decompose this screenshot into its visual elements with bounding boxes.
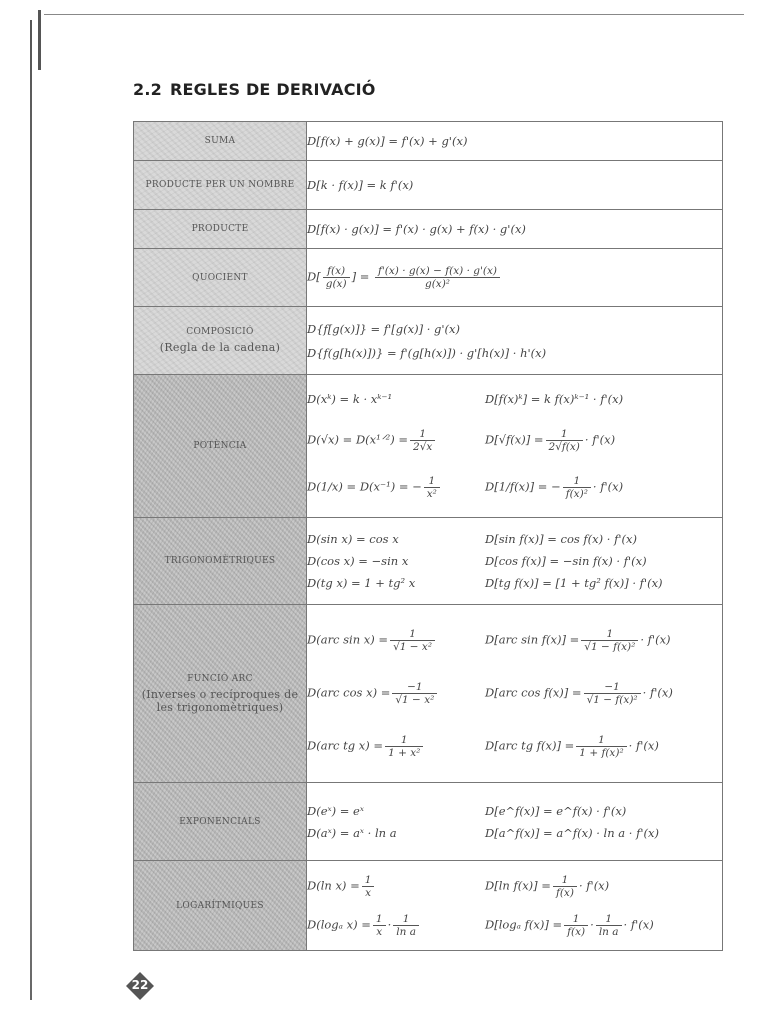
scan-top-line [44, 14, 744, 15]
rule-formula: D(eˣ) = eˣ D(aˣ) = aˣ · ln a D[e^f(x)] = e^f(x) · f'(x) D[a^f(x)] = a^f(x) · ln a · f'(x) [307, 783, 723, 861]
rule-label: SUMA [134, 122, 307, 161]
rule-formula: D(sin x) = cos x D(cos x) = −sin x D(tg x) = 1 + tg² x D[sin f(x)] = cos f(x) · f'(x) D[cos f(x)] = −sin f(x) · f'(x) D[tg f(x)] = [1 + tg² f(x)] · f'(x) [307, 518, 723, 605]
rule-row-producte-nombre [134, 161, 723, 210]
rule-formula: D[k · f(x)] = k f'(x) [307, 161, 723, 210]
section-heading [133, 80, 376, 99]
page-number-badge [121, 972, 159, 1002]
rule-label: LOGARÍTMIQUES [134, 861, 307, 951]
fraction: $\frac{1}{\text{√1 − x²}}$ [390, 628, 435, 653]
rule-row-logaritmiques [134, 861, 723, 951]
fraction: $\frac{1}{\text{x²}}$ [424, 475, 440, 500]
rule-formula: D[f(x) + g(x)] = f'(x) + g'(x) [307, 122, 723, 161]
fraction: $\frac{1}{\text{ln a}}$ [393, 913, 419, 938]
rule-label: POTÈNCIA [134, 375, 307, 518]
section-title: REGLES DE DERIVACIÓ [169, 80, 376, 99]
rule-formula: D[ $\frac{f(x)}{g(x)}$ ] = $\frac{f'(x) \cdot g(x) - f(x) \cdot g'(x)}{\text{g(x)²}}$ [307, 249, 723, 307]
rule-formula: D(xᵏ) = k · xᵏ⁻¹ D(√x) = D(x¹ᐟ²) = $\frac{1}{2√x}$ D(1/x) = D(x⁻¹) = − $\frac{1}{\text{x²}}$ D[f(x)ᵏ] = k f(x)ᵏ⁻¹ · f'(x) D[√f(x)] = $\frac{1}{2√f(x)}$ · f'(x) D[1/f(x)] = − $\frac{1}{\text{f(x)²}}$ · f'(x) [307, 375, 723, 518]
rule-label: TRIGONOMÈTRIQUES [134, 518, 307, 605]
fraction: $\frac{1}{\text{√1 − f(x)²}}$ [581, 628, 638, 653]
rule-row-producte [134, 210, 723, 249]
rule-row-exponencials [134, 783, 723, 861]
fraction: $\frac{1}{\text{ln a}}$ [596, 913, 622, 938]
rule-row-suma [134, 122, 723, 161]
rule-label: FUNCIÓ ARC (Inverses o recíproques de les trigonomètriques) [134, 605, 307, 783]
fraction: $\frac{1}{f(x)}$ [564, 913, 588, 938]
rule-row-trigonometriques [134, 518, 723, 605]
section-number: 2.2 [133, 80, 162, 99]
rule-label: QUOCIENT [134, 249, 307, 307]
rule-formula: D(ln x) = $\frac{1}{x}$ D(logₐ x) = $\frac{1}{x}$ · $\frac{1}{\text{ln a}}$ D[ln f(x)] = $\frac{1}{f(x)}$ · f'(x) D[logₐ f(x)] = $\frac{1}{f(x)}$ · $\frac{1}{\text{ln a}}$ · f'(x) [307, 861, 723, 951]
derivation-rules-table [133, 121, 723, 951]
fraction: $\frac{1}{2√f(x)}$ [546, 428, 583, 453]
rule-label: PRODUCTE PER UN NOMBRE [134, 161, 307, 210]
scan-edge-shadow [30, 20, 32, 1000]
fraction: $\frac{1}{\text{f(x)²}}$ [563, 475, 591, 500]
rule-label: PRODUCTE [134, 210, 307, 249]
rule-row-quocient [134, 249, 723, 307]
rule-row-funcio-arc [134, 605, 723, 783]
rule-row-potencia [134, 375, 723, 518]
fraction: $\frac{-1}{\text{√1 − x²}}$ [392, 681, 437, 706]
fraction: $\frac{-1}{\text{√1 − f(x)²}}$ [584, 681, 641, 706]
rule-formula: D(arc sin x) = $\frac{1}{\text{√1 − x²}}$ D(arc cos x) = $\frac{-1}{\text{√1 − x²}}$ D(arc tg x) = $\frac{1}{\text{1 + x²}}$ D[arc sin f(x)] = $\frac{1}{\text{√1 − f(x)²}}$ · f'(x) D[arc cos f(x)] = $\frac{-1}{\text{√1 − f(x)²}}$ · f'(x) D[arc tg f(x)] = $\frac{1}{\text{1 + f(x)²}}$ · f'(x) [307, 605, 723, 783]
fraction: $\frac{1}{f(x)}$ [553, 874, 577, 899]
fraction: $\frac{f(x)}{g(x)}$ [323, 265, 350, 290]
rule-formula: D{f[g(x)]} = f'[g(x)] · g'(x) D{f(g[h(x)])} = f'(g[h(x)]) · g'[h(x)] · h'(x) [307, 307, 723, 375]
rule-label: EXPONENCIALS [134, 783, 307, 861]
rule-row-composicio [134, 307, 723, 375]
fraction: $\frac{1}{x}$ [362, 874, 375, 899]
rule-label: COMPOSICIÓ (Regla de la cadena) [134, 307, 307, 375]
scan-margin-mark [38, 10, 41, 70]
fraction: $\frac{1}{\text{1 + f(x)²}}$ [576, 734, 626, 759]
page-number: 22 [131, 978, 149, 992]
fraction: $\frac{1}{x}$ [373, 913, 386, 938]
fraction: $\frac{1}{2√x}$ [410, 428, 435, 453]
fraction: $\frac{f'(x) \cdot g(x) - f(x) \cdot g'(x)}{\text{g(x)²}}$ [375, 265, 500, 290]
fraction: $\frac{1}{\text{1 + x²}}$ [385, 734, 423, 759]
rule-formula: D[f(x) · g(x)] = f'(x) · g(x) + f(x) · g'(x) [307, 210, 723, 249]
